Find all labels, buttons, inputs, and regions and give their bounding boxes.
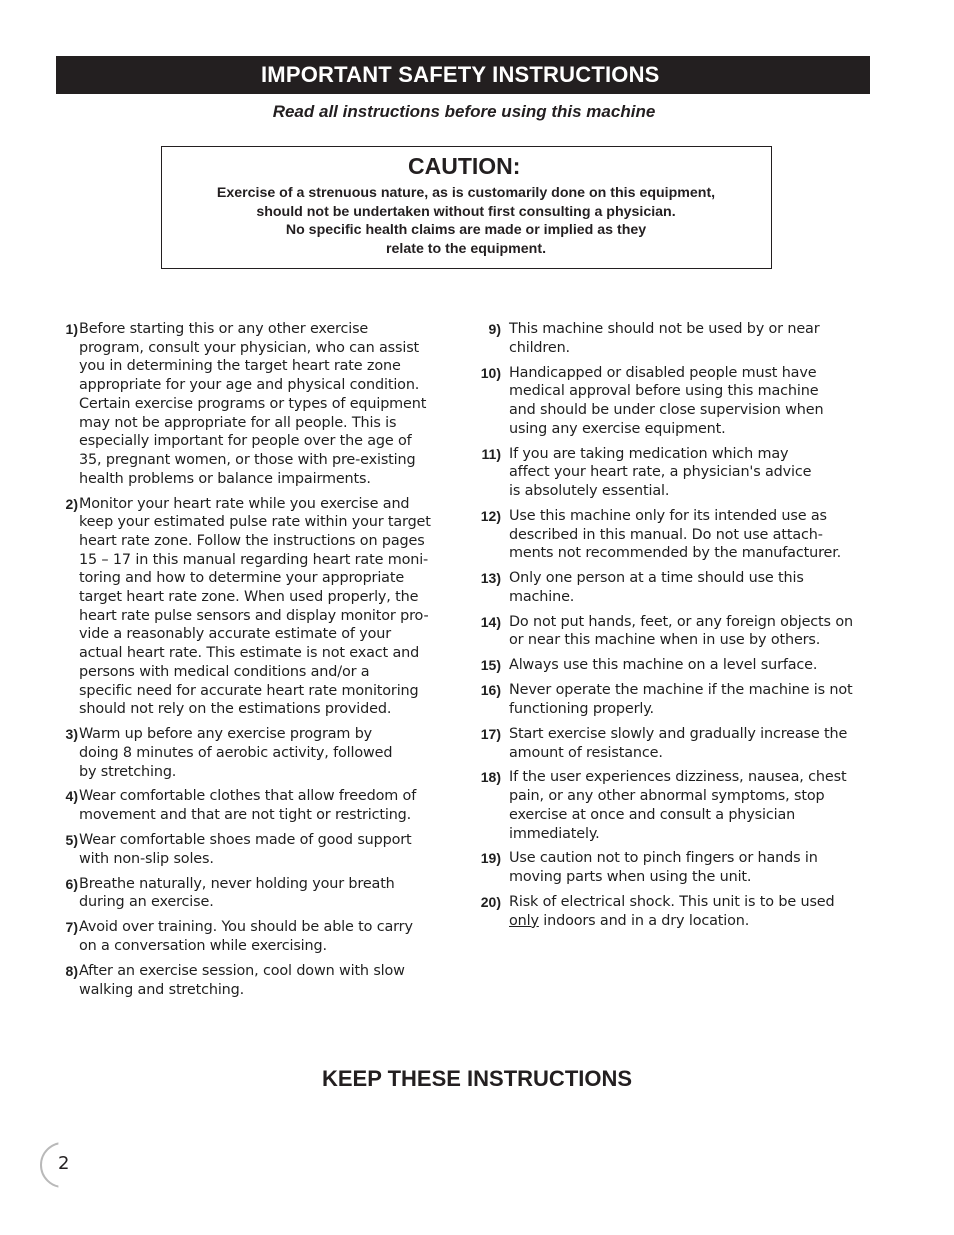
item-text-line: After an exercise session, cool down with slow [79,962,405,979]
item-text-line: or near this machine when in use by others. [509,632,821,649]
list-item [56,918,451,955]
list-item [474,681,874,718]
item-text [509,725,874,762]
item-text-line: specific need for accurate heart rate monitoring [79,682,419,699]
item-number: 7) [65,919,78,936]
list-item [474,768,874,843]
item-text-line: toring and how to determine your appropriate [79,570,405,587]
list-item [474,849,874,886]
item-text-line: moving parts when using the unit. [509,869,752,886]
list-item [474,656,874,675]
list-item [474,725,874,762]
list-item [56,495,451,719]
item-number: 11) [481,445,501,462]
caution-line: No specific health claims are made or implied as they [285,222,647,239]
caution-text [162,184,770,258]
item-text-line: should not rely on the estimations provided. [79,701,392,718]
item-text-line: functioning properly. [509,700,654,717]
item-text-line: ments not recommended by the manufacturer. [509,545,842,562]
item-text [509,681,874,718]
item-number: 17) [480,725,501,742]
item-text-line: medical approval before using this machine [509,383,819,400]
item-number: 3) [65,726,78,743]
item-text-line: pain, or any other abnormal symptoms, stop [509,788,825,805]
subtitle: Read all instructions before using this machine [272,102,656,121]
item-text [79,725,451,781]
list-item [474,893,874,930]
item-text-line: walking and stretching. [79,981,245,998]
item-number: 14) [480,613,501,630]
list-item [56,962,451,999]
item-number: 16) [480,682,501,699]
item-text [509,507,874,563]
item-text-line: described in this manual. Do not use attach- [509,526,823,543]
list-item [474,320,874,357]
item-text-line: Only one person at a time should use this [509,570,804,587]
item-text [509,445,874,501]
item-text-line: 35, pregnant women, or those with pre-existing [79,451,416,468]
item-text-line: affect your heart rate, a physician's advice [509,464,812,481]
item-text-line: health problems or balance impairments. [79,470,371,487]
list-item [474,364,874,439]
list-item [474,507,874,563]
list-item [56,831,451,868]
item-text-line: during an exercise. [79,894,214,911]
list-item [474,613,874,650]
item-text [79,875,451,912]
item-text-line: may not be appropriate for all people. This is [79,414,397,431]
item-text [509,849,874,886]
list-item [474,445,874,501]
item-text [509,569,874,606]
item-number: 19) [480,850,501,867]
page-number: 2 [58,1153,70,1174]
item-text-line: especially important for people over the age of [79,433,412,450]
caution-line: relate to the equipment. [385,240,547,257]
item-text-line: Breathe naturally, never holding your breath [79,875,395,892]
item-text [79,918,451,955]
item-text-line: program, consult your physician, who can assist [79,339,420,356]
item-text-line: Certain exercise programs or types of equipment [79,395,427,412]
page-title: IMPORTANT SAFETY INSTRUCTIONS [261,62,660,87]
item-text-line: This machine should not be used by or near [509,321,820,337]
item-number: 10) [480,364,501,381]
item-number: 18) [480,769,501,786]
item-text-line: Start exercise slowly and gradually increase the [509,725,848,742]
item-text-line: doing 8 minutes of aerobic activity, followed [79,744,393,761]
instructions-left-column [56,320,451,1005]
item-number: 12) [480,507,501,524]
item-text-line: you in determining the target heart rate zone [79,358,401,375]
item-number: 4) [65,788,78,805]
item-text [79,831,451,868]
item-text-line: persons with medical conditions and/or a [79,663,370,680]
item-text-line: Warm up before any exercise program by [79,726,373,743]
item-text-line: amount of resistance. [509,744,663,761]
item-text-line: Do not put hands, feet, or any foreign objects on [509,613,853,630]
item-text-line: target heart rate zone. When used properly, the [79,589,419,606]
item-text [509,768,874,843]
item-text-line: Wear comfortable clothes that allow freedom of [79,788,417,805]
item-text [509,613,874,650]
item-text [79,787,451,824]
item-text [509,893,874,930]
item-text-line: vide a reasonably accurate estimate of your [79,626,392,643]
item-text-line: only indoors and in a dry location. [509,912,750,929]
caution-box [161,146,772,269]
keep-instructions-heading: KEEP THESE INSTRUCTIONS [321,1066,633,1091]
item-text [79,320,451,488]
item-number: 15) [480,657,501,674]
item-number: 13) [480,570,501,587]
item-text-line: and should be under close supervision when [509,402,824,418]
item-text-line: Before starting this or any other exercise [79,321,369,337]
list-item [474,569,874,606]
item-text [509,320,874,357]
caution-line: Exercise of a strenuous nature, as is customarily done on this equipment, [216,185,716,201]
item-text-line: Always use this machine on a level surface. [509,657,818,674]
list-item [56,787,451,824]
item-number: 6) [65,875,78,892]
instructions-right-column [474,320,874,937]
item-text-line: Avoid over training. You should be able to carry [79,919,413,936]
item-text-line: with non-slip soles. [79,850,214,867]
item-text-line: Use caution not to pinch fingers or hands in [509,850,818,867]
list-item [56,725,451,781]
header-bar [56,56,870,94]
item-text-line: children. [509,339,570,356]
item-text-line: movement and that are not tight or restricting. [79,807,412,824]
item-number: 8) [65,962,78,979]
item-text-line: If you are taking medication which may [509,445,789,462]
item-text-line: is absolutely essential. [509,483,670,499]
item-text [79,495,451,719]
list-item [56,875,451,912]
item-text [509,656,874,675]
item-text-line: by stretching. [79,763,177,780]
item-text-line: 15 – 17 in this manual regarding heart rate moni- [79,551,429,568]
list-item [56,320,451,488]
item-text-line: Handicapped or disabled people must have [509,364,817,381]
item-number: 20) [480,894,501,911]
item-text-line: actual heart rate. This estimate is not exact and [79,645,420,662]
item-text-line: immediately. [509,825,600,842]
item-number: 1) [65,321,78,337]
caution-title: CAUTION: [408,153,521,179]
page-number-badge [40,1142,80,1192]
item-text-line: Use this machine only for its intended use as [509,507,827,524]
item-text-line: machine. [509,588,575,605]
item-text-line: Risk of electrical shock. This unit is to be used [509,894,835,911]
item-text-line: Monitor your heart rate while you exercise and [79,495,410,512]
caution-line: should not be undertaken without first consulting a physician. [256,203,676,220]
item-text-line: Never operate the machine if the machine is not [509,682,853,699]
item-text-line: heart rate zone. Follow the instructions on pages [79,532,425,549]
item-text-line: on a conversation while exercising. [79,937,327,954]
item-text-line: Wear comfortable shoes made of good support [79,832,412,849]
item-number: 5) [65,832,78,849]
item-number: 9) [488,321,501,337]
item-text-line: heart rate pulse sensors and display monitor pro- [79,607,429,624]
item-text-line: exercise at once and consult a physician [509,806,796,823]
item-text-line: using any exercise equipment. [509,420,726,437]
item-text [79,962,451,999]
item-number: 2) [65,495,78,512]
item-text-line: keep your estimated pulse rate within your target [79,514,431,531]
item-text-line: If the user experiences dizziness, nausea, chest [509,769,847,786]
item-text-line: appropriate for your age and physical condition. [79,377,420,394]
item-text [509,364,874,439]
